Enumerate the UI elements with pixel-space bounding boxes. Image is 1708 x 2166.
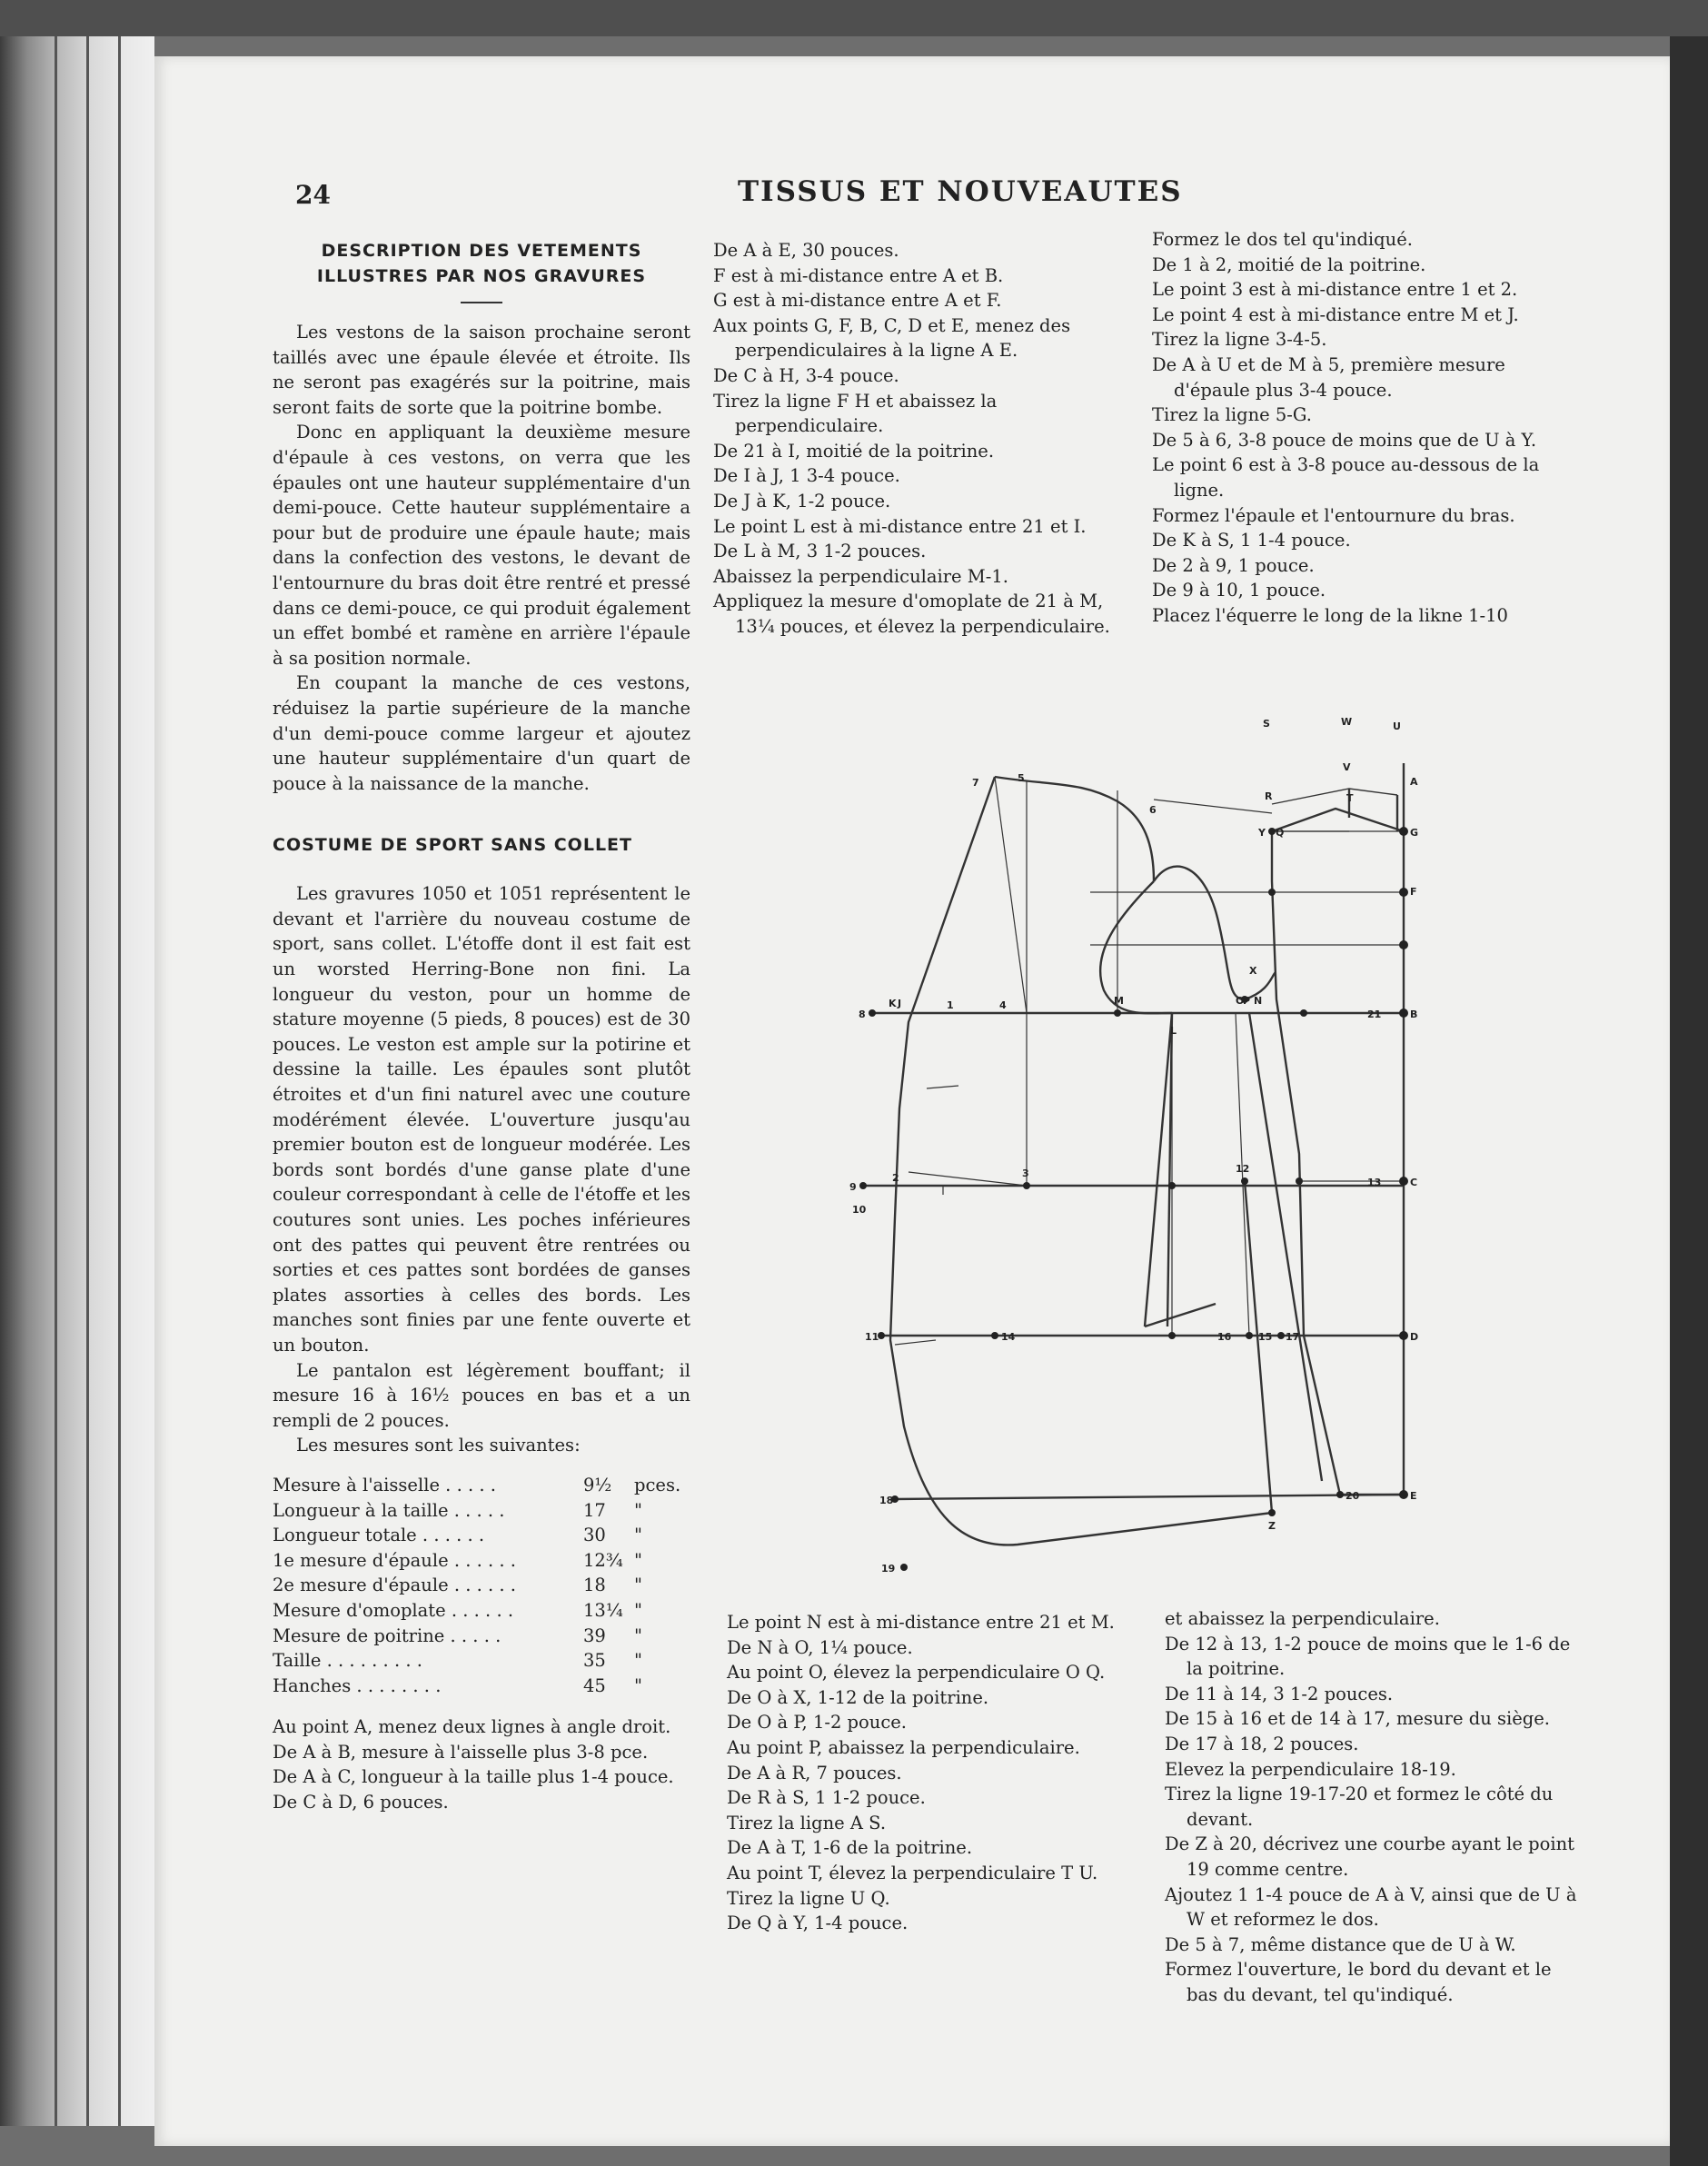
label-J: J — [898, 998, 902, 1009]
column-middle-bottom — [727, 1610, 1137, 1936]
measure-label: 2e mesure d'épaule . . . . . . — [273, 1575, 517, 1596]
measure-row — [273, 1573, 690, 1598]
label-21: 21 — [1367, 1008, 1382, 1020]
label-9: 9 — [849, 1181, 857, 1193]
point-15 — [1246, 1332, 1253, 1339]
front-shoulder-curve — [995, 777, 1154, 881]
instruction-line: Le point L est à mi-distance entre 21 et I. — [713, 515, 1087, 537]
point-r — [1268, 828, 1276, 835]
point-8 — [869, 1009, 876, 1017]
column-middle-top — [713, 238, 1122, 640]
instruction-line: De 21 à I, moitié de la poitrine. — [713, 440, 995, 462]
point-z — [1268, 1509, 1276, 1516]
back-neck-curve — [1272, 809, 1404, 831]
label-18: 18 — [879, 1495, 894, 1506]
label-L: L — [1170, 1025, 1177, 1037]
measure-label: Hanches . . . . . . . . — [273, 1674, 442, 1696]
instruction-line: De L à M, 3 1-2 pouces. — [713, 541, 927, 562]
instruction-line: De O à P, 1-2 pouce. — [727, 1712, 907, 1734]
instruction-line: De 5 à 7, même distance que de U à W. — [1165, 1933, 1516, 1955]
measure-value: 30 — [583, 1525, 606, 1546]
point-12 — [1241, 1177, 1248, 1185]
label-19: 19 — [881, 1563, 896, 1575]
paragraph: Les mesures sont les suivantes: — [296, 1435, 581, 1456]
instruction-line: Aux points G, F, B, C, D et E, menez des perpendiculaires à la ligne A E. — [713, 314, 1071, 362]
page-stack-line — [55, 36, 57, 2126]
label-1-i: 1 — [947, 999, 954, 1011]
instruction-line: Placez l'équerre le long de la likne 1-10 — [1152, 604, 1508, 626]
label-7: 7 — [972, 777, 979, 789]
measure-value: 17 — [583, 1499, 606, 1521]
pocket-line — [1145, 1304, 1216, 1326]
armhole-curve — [1154, 867, 1276, 999]
label-D: D — [1410, 1331, 1419, 1343]
front-armhole-curve — [1100, 881, 1172, 1013]
point-q — [1268, 889, 1276, 896]
section-heading-costume: COSTUME DE SPORT SANS COLLET — [273, 835, 632, 856]
pattern-drafting-figure — [845, 700, 1445, 1590]
label-T: T — [1346, 792, 1354, 804]
heading-rule — [461, 302, 502, 303]
measure-unit: " — [634, 1674, 642, 1696]
label-V: V — [1343, 761, 1351, 773]
label-G: G — [1410, 827, 1419, 839]
instruction-line: De A à U et de M à 5, première mesure d'épaule plus 3-4 pouce. — [1152, 353, 1505, 401]
measure-unit: " — [634, 1575, 642, 1596]
paragraph: Les vestons de la saison prochaine seront taillés avec une épaule élevée et étroite. Ils ne seront pas exagérés sur la poitrine, mais seront faits de sorte que la poitrine bombe. — [273, 322, 690, 418]
instruction-line: De A à B, mesure à l'aisselle plus 3-8 pce. — [273, 1741, 649, 1763]
section-heading-description: DESCRIPTION DES VETEMENTS ILLUSTRES PAR NOS GRAVURES — [316, 241, 647, 286]
label-3: 3 — [1022, 1167, 1029, 1179]
label-4: 4 — [999, 999, 1007, 1011]
construction-line — [1154, 800, 1272, 813]
label-2: 2 — [892, 1172, 899, 1184]
measure-unit: pces. — [634, 1474, 681, 1495]
label-U: U — [1393, 720, 1401, 732]
measure-unit: " — [634, 1624, 642, 1646]
instruction-line: Elevez la perpendiculaire 18-19. — [1165, 1758, 1456, 1780]
measure-row — [273, 1523, 690, 1548]
page-stack-line — [118, 36, 121, 2126]
point-14 — [991, 1332, 998, 1339]
instruction-line: F est à mi-distance entre A et B. — [713, 264, 1004, 286]
instruction-line: De Z à 20, décrivez une courbe ayant le point 19 comme centre. — [1165, 1833, 1574, 1880]
pattern-diagram — [845, 700, 1445, 1590]
instruction-line: De 17 à 18, 2 pouces. — [1165, 1733, 1359, 1754]
label-E: E — [1410, 1490, 1417, 1502]
measure-value: 35 — [583, 1650, 606, 1672]
instruction-line: Au point P, abaissez la perpendiculaire. — [727, 1736, 1080, 1758]
measure-unit: " — [634, 1599, 642, 1621]
label-C: C — [1410, 1177, 1418, 1188]
label-Z: Z — [1268, 1520, 1276, 1532]
instruction-line: De 9 à 10, 1 pouce. — [1152, 580, 1326, 601]
instruction-line: Tirez la ligne 5-G. — [1152, 404, 1312, 426]
measure-value: 39 — [583, 1624, 606, 1646]
measure-row — [273, 1648, 690, 1674]
instruction-line: Abaissez la perpendiculaire M-1. — [713, 565, 1008, 587]
measure-value: 13¼ — [583, 1599, 623, 1621]
point-19 — [900, 1564, 908, 1571]
label-10: 10 — [852, 1204, 867, 1216]
column-right-top — [1152, 227, 1563, 629]
measure-row — [273, 1624, 690, 1649]
label-F: F — [1410, 886, 1417, 898]
column-right-bottom — [1165, 1606, 1578, 2008]
measure-row — [273, 1598, 690, 1624]
label-13: 13 — [1367, 1177, 1382, 1188]
label-12: 12 — [1236, 1163, 1250, 1175]
instruction-line: Tirez la ligne F H et abaissez la perpendiculaire. — [713, 390, 998, 437]
label-W: W — [1341, 716, 1353, 728]
instruction-line: Tirez la ligne A S. — [727, 1812, 887, 1833]
measure-value: 45 — [583, 1674, 606, 1696]
point-9 — [859, 1182, 867, 1189]
page-stack-edges — [0, 36, 154, 2126]
instruction-line: De 2 à 9, 1 pouce. — [1152, 554, 1315, 576]
measure-unit: " — [634, 1650, 642, 1672]
point-3 — [1023, 1182, 1030, 1189]
instruction-line: Au point A, menez deux lignes à angle droit. — [273, 1716, 671, 1738]
binding-shadow — [1670, 36, 1708, 2166]
instruction-line: Le point 6 est à 3-8 pouce au-dessous de la ligne. — [1152, 454, 1540, 501]
side-seam — [1249, 1013, 1322, 1481]
measure-label: 1e mesure d'épaule . . . . . . — [273, 1549, 517, 1571]
paragraph: Le pantalon est légèrement bouffant; il mesure 16 à 16½ pouces en bas et a un rempli de 2 pouces. — [273, 1359, 690, 1431]
label-O: O — [1236, 995, 1245, 1007]
label-Y: Y — [1258, 827, 1266, 839]
measure-unit: " — [634, 1549, 642, 1571]
label-S: S — [1263, 718, 1270, 730]
construction-line — [895, 1340, 936, 1345]
label-6: 6 — [1149, 804, 1157, 816]
construction-line — [909, 1172, 1027, 1186]
label-5: 5 — [1018, 772, 1025, 784]
label-B: B — [1410, 1008, 1418, 1020]
point-b — [1399, 1008, 1408, 1018]
measure-row — [273, 1473, 690, 1498]
instruction-line: De N à O, 1¼ pouce. — [727, 1636, 913, 1658]
label-8: 8 — [859, 1008, 866, 1020]
instruction-line: De 11 à 14, 3 1-2 pouces. — [1165, 1683, 1394, 1704]
measure-value: 9½ — [583, 1474, 612, 1495]
measure-label: Mesure de poitrine . . . . . — [273, 1624, 501, 1646]
horizontal-line-e — [895, 1495, 1404, 1499]
back-outline — [1272, 831, 1404, 1495]
instruction-line: Le point 3 est à mi-distance entre 1 et 2. — [1152, 279, 1518, 301]
measure-label: Mesure à l'aisselle . . . . . — [273, 1474, 496, 1495]
side-seam-front — [1245, 1181, 1272, 1513]
instruction-line: De A à R, 7 pouces. — [727, 1762, 902, 1783]
point-c — [1399, 1177, 1408, 1186]
measure-label: Taille . . . . . . . . . — [273, 1650, 422, 1672]
paragraph: Donc en appliquant la deuxième mesure d'épaule à ces vestons, on verra que les épaules ont une hauteur supplémentaire d'un demi-pouce. Cette hauteur supplémentaire a pour but de produire une épaule haute; mais dans la confection des vestons, le devant de l'entournure du bras doit être rentré et pressé dans ce demi-pouce, ce qui produit également un effet bombé et ramène en arrière l'épaule à sa position normale. — [273, 422, 690, 669]
paragraph: Les gravures 1050 et 1051 représentent le devant et l'arrière du nouveau costume de sport, sans collet. L'étoffe dont il est fait est un worsted Herring-Bone non fini. La longueur du veston, pour un homme de stature moyenne (5 pieds, 8 pouces) est de 30 pouces. Le veston est ample sur la potirine et dessine la taille. Les épaules sont plutôt étroites et d'un fini naturel avec une couture modérément élevée. L'ouverture jusqu'au premier bouton est de longueur modérée. Les bords sont bordés d'une ganse plate d'une couleur correspondant à celle de l'étoffe et les coutures sont unies. Les poches inférieures ont des pattes qui peuvent être rentrées ou sorties et ces pattes sont bordées de ganses plates assorties à celles des bords. Les manches sont finies par une fente ouverte et un bouton. — [273, 883, 690, 1356]
instruction-line: De 1 à 2, moitié de la poitrine. — [1152, 253, 1426, 275]
instruction-line: Appliquez la mesure d'omoplate de 21 à M, 13¼ pouces, et élevez la perpendiculaire. — [713, 591, 1110, 637]
instruction-line: Tirez la ligne U Q. — [727, 1887, 890, 1909]
instruction-line: Le point 4 est à mi-distance entre M et J. — [1152, 303, 1519, 325]
instruction-line: De R à S, 1 1-2 pouce. — [727, 1787, 926, 1809]
label-11: 11 — [865, 1331, 879, 1343]
measure-row — [273, 1548, 690, 1574]
instruction-line: Formez l'épaule et l'entournure du bras. — [1152, 504, 1515, 526]
point-1 — [1168, 1182, 1176, 1189]
label-14: 14 — [1001, 1331, 1016, 1343]
measure-row — [273, 1674, 690, 1699]
label-15: 15 — [1258, 1331, 1273, 1343]
measure-label: Longueur à la taille . . . . . — [273, 1499, 505, 1521]
point-20 — [1336, 1491, 1344, 1498]
point-21 — [1300, 1009, 1307, 1017]
point-mark — [1168, 1332, 1176, 1339]
page-number: 24 — [295, 180, 331, 210]
label-R: R — [1265, 790, 1273, 802]
point-g — [1399, 888, 1408, 897]
instruction-line: De K à S, 1 1-4 pouce. — [1152, 530, 1351, 551]
instruction-line: Au point T, élevez la perpendiculaire T U. — [727, 1862, 1098, 1883]
instruction-list — [273, 1714, 690, 1814]
instruction-line: De 15 à 16 et de 14 à 17, mesure du siège. — [1165, 1708, 1550, 1730]
instruction-line: Ajoutez 1 1-4 pouce de A à V, ainsi que de U à W et reformez le dos. — [1165, 1883, 1577, 1931]
label-20: 20 — [1346, 1490, 1360, 1502]
instruction-line: De I à J, 1 3-4 pouce. — [713, 465, 900, 487]
label-X: X — [1249, 965, 1257, 977]
instruction-line: Formez le dos tel qu'indiqué. — [1152, 229, 1413, 250]
measure-unit: " — [634, 1525, 642, 1546]
instruction-line: De A à C, longueur à la taille plus 1-4 pouce. — [273, 1766, 674, 1788]
point-f — [1399, 940, 1408, 949]
running-title: TISSUS ET NOUVEAUTES — [738, 175, 1183, 208]
instruction-line: Le point N est à mi-distance entre 21 et M. — [727, 1612, 1115, 1633]
instruction-line: Au point O, élevez la perpendiculaire O Q. — [727, 1662, 1106, 1684]
instruction-line: Tirez la ligne 19-17-20 et formez le côté du devant. — [1165, 1783, 1554, 1830]
measure-unit: " — [634, 1499, 642, 1521]
label-Q: Q — [1276, 827, 1285, 839]
point-e — [1399, 1490, 1408, 1499]
construction-line — [927, 1086, 958, 1088]
page-stack-line — [86, 36, 89, 2126]
instruction-line: De Q à Y, 1-4 pouce. — [727, 1913, 909, 1934]
point-a — [1399, 827, 1408, 836]
point-17 — [1277, 1332, 1285, 1339]
instruction-line: De A à T, 1-6 de la poitrine. — [727, 1837, 973, 1859]
instruction-line: De 12 à 13, 1-2 pouce de moins que le 1-6 de la poitrine. — [1165, 1633, 1571, 1680]
instruction-line: De 5 à 6, 3-8 pouce de moins que de U à Y. — [1152, 429, 1537, 451]
measure-label: Mesure d'omoplate . . . . . . — [273, 1599, 514, 1621]
label-A: A — [1410, 776, 1418, 788]
measurements-table — [273, 1473, 690, 1698]
measure-label: Longueur totale . . . . . . — [273, 1525, 485, 1546]
back-top-line — [1272, 789, 1397, 804]
point-13 — [1296, 1177, 1303, 1185]
label-K: K — [889, 998, 897, 1009]
instruction-line: De C à H, 3-4 pouce. — [713, 364, 899, 386]
measure-value: 12¾ — [583, 1549, 623, 1571]
paragraph: En coupant la manche de ces vestons, réduisez la partie supérieure de la manche d'un demi-pouce comme largeur et ajoutez une hauteur supplémentaire d'un quart de pouce à la naissance de la manche. — [273, 672, 690, 794]
label-P: P — [1243, 995, 1251, 1007]
column-left — [273, 238, 690, 1815]
point-m — [1114, 1009, 1121, 1017]
instruction-line: De J à K, 1-2 pouce. — [713, 490, 891, 512]
label-N: N — [1254, 995, 1263, 1007]
instruction-line: G est à mi-distance entre A et F. — [713, 290, 1002, 312]
measure-row — [273, 1498, 690, 1524]
instruction-line: De A à E, 30 pouces. — [713, 240, 899, 261]
instruction-line: De C à D, 6 pouces. — [273, 1792, 449, 1813]
label-M: M — [1114, 995, 1124, 1007]
point-d — [1399, 1331, 1408, 1340]
instruction-line: Tirez la ligne 3-4-5. — [1152, 329, 1327, 351]
measure-value: 18 — [583, 1575, 606, 1596]
label-16: 16 — [1217, 1331, 1232, 1343]
instruction-line: Formez l'ouverture, le bord du devant et le bas du devant, tel qu'indiqué. — [1165, 1959, 1552, 2005]
instruction-line: De O à X, 1-12 de la poitrine. — [727, 1686, 989, 1708]
scan-top-background — [0, 0, 1708, 36]
construction-line — [995, 777, 1027, 1013]
instruction-line: et abaissez la perpendiculaire. — [1165, 1608, 1440, 1629]
label-17: 17 — [1286, 1331, 1300, 1343]
